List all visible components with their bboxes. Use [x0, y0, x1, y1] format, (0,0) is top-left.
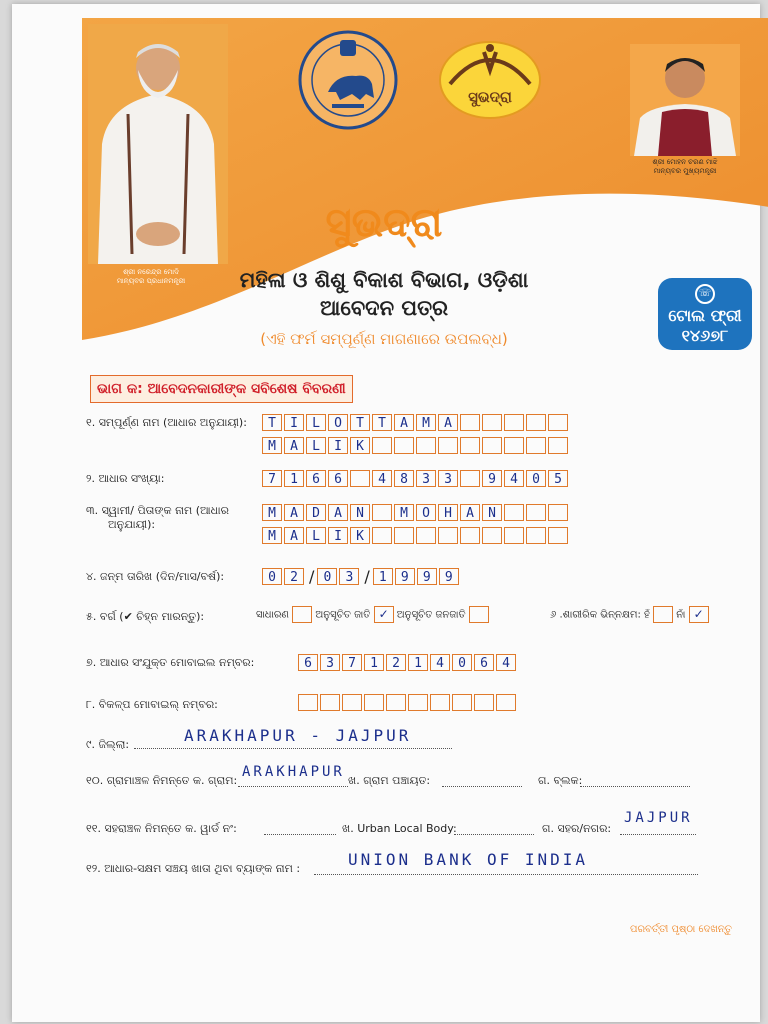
city-label: ଗ. ସହର/ନଗର:	[542, 822, 612, 835]
dob-day-box[interactable]: 2	[284, 568, 304, 585]
name-line-2-box[interactable]	[504, 437, 524, 454]
name-line-1-box[interactable]: T	[262, 414, 282, 431]
father-name-line-2-box[interactable]	[504, 527, 524, 544]
father-name-line-2-box[interactable]: A	[284, 527, 304, 544]
father-name-line-1-box[interactable]	[504, 504, 524, 521]
aadhaar-number[interactable]	[262, 470, 570, 487]
father-name-line-2-box[interactable]: I	[328, 527, 348, 544]
mobile-number-box[interactable]: 0	[452, 654, 472, 671]
father-name-line-2-box[interactable]	[438, 527, 458, 544]
aadhaar-number-box[interactable]: 1	[284, 470, 304, 487]
dob-month	[317, 568, 361, 585]
aadhaar-number-box[interactable]: 8	[394, 470, 414, 487]
alt-mobile-number-box[interactable]	[298, 694, 318, 711]
free-form-note: (ଏହି ଫର୍ମ ସମ୍ପୂର୍ଣ୍ଣ ମାଗଣାରେ ଉପଲବ୍ଧ)	[260, 330, 508, 348]
sc-checkbox[interactable]: ✓	[374, 606, 394, 623]
aadhaar-number-box[interactable]: 0	[526, 470, 546, 487]
aadhaar-number-box[interactable]	[460, 470, 480, 487]
father-name-line-1-box[interactable]: A	[460, 504, 480, 521]
name-line-1[interactable]	[262, 414, 570, 431]
name-line-2-box[interactable]: A	[284, 437, 304, 454]
name-line-2-box[interactable]	[526, 437, 546, 454]
gram-panchayat-line[interactable]	[442, 772, 522, 787]
cm-photo	[630, 44, 740, 156]
father-name-line-2-box[interactable]: K	[350, 527, 370, 544]
name-line-1-box[interactable]	[504, 414, 524, 431]
aadhaar-label: ୨. ଆଧାର ସଂଖ୍ୟା:	[86, 472, 165, 485]
cm-caption: ଶ୍ରୀ ମୋହନ ଚରଣ ମାଝି ମାନ୍ୟବର ମୁଖ୍ୟମନ୍ତ୍ରୀ	[652, 158, 718, 175]
village-value: ARAKHAPUR	[242, 764, 345, 780]
name-line-2-box[interactable]	[438, 437, 458, 454]
name-line-1-box[interactable]	[548, 414, 568, 431]
bank-value: UNION BANK OF INDIA	[348, 850, 589, 869]
district-label: ୯. ଜିଲ୍ଲା:	[86, 738, 130, 751]
name-line-2-box[interactable]	[372, 437, 392, 454]
alt-mobile-number-box[interactable]	[386, 694, 406, 711]
alt-mobile-number-box[interactable]	[496, 694, 516, 711]
name-line-2-box[interactable]	[482, 437, 502, 454]
name-line-2-box[interactable]: K	[350, 437, 370, 454]
mobile-number-box[interactable]: 1	[408, 654, 428, 671]
dob-month-box[interactable]: 3	[339, 568, 359, 585]
father-name-line-2-box[interactable]	[372, 527, 392, 544]
name-line-2-box[interactable]: I	[328, 437, 348, 454]
toll-free-number: ୧୪୬୭୮	[681, 326, 729, 345]
father-name-line-1-box[interactable]: N	[350, 504, 370, 521]
alt-mobile-number-box[interactable]	[452, 694, 472, 711]
phone-icon: ☏	[695, 284, 715, 304]
subhadra-logo-label: ସୁଭଦ୍ରା	[468, 88, 512, 106]
father-name-line-2-box[interactable]: L	[306, 527, 326, 544]
dob-label: ୪. ଜନ୍ମ ତାରିଖ (ଦିନ/ମାସ/ବର୍ଷ):	[86, 570, 225, 583]
name-line-1-box[interactable]	[482, 414, 502, 431]
ulb-label: ଖ. Urban Local Body:	[342, 822, 457, 835]
aadhaar-number-box[interactable]: 6	[328, 470, 348, 487]
father-name-line-1-box[interactable]: M	[262, 504, 282, 521]
mobile-number-box[interactable]: 1	[364, 654, 384, 671]
mobile-number-box[interactable]: 3	[320, 654, 340, 671]
alt-mobile-number-box[interactable]	[364, 694, 384, 711]
disabled-yes-checkbox[interactable]	[653, 606, 673, 623]
name-line-1-box[interactable]: A	[394, 414, 414, 431]
name-line-2-box[interactable]	[416, 437, 436, 454]
name-line-1-box[interactable]: L	[306, 414, 326, 431]
toll-free-badge	[658, 278, 752, 350]
father-name-line-1-box[interactable]	[526, 504, 546, 521]
aadhaar-number-box[interactable]: 6	[306, 470, 326, 487]
father-name-line-2-box[interactable]	[526, 527, 546, 544]
alt-mobile-number-box[interactable]	[408, 694, 428, 711]
pm-caption: ଶ୍ରୀ ନରେନ୍ଦ୍ର ମୋଦି ମାନ୍ୟବର ପ୍ରଧାନମନ୍ତ୍ରୀ	[116, 268, 186, 285]
district-value: ARAKHAPUR - JAJPUR	[184, 726, 412, 745]
alt-mobile-number-box[interactable]	[320, 694, 340, 711]
general-checkbox[interactable]	[292, 606, 312, 623]
dob-year-box[interactable]: 9	[417, 568, 437, 585]
father-name-line-1-box[interactable]: M	[394, 504, 414, 521]
name-line-1-box[interactable]: M	[416, 414, 436, 431]
next-page-note: ପରବର୍ତ୍ତୀ ପୃଷ୍ଠା ଦେଖନ୍ତୁ	[630, 924, 732, 935]
gram-panchayat-label: ଖ. ଗ୍ରାମ ପଞ୍ଚାୟତ:	[348, 774, 431, 787]
name-line-2-box[interactable]	[394, 437, 414, 454]
alt-mobile-label: ୮. ବିକଳ୍ପ ମୋବାଇଲ୍ ନମ୍ବର:	[86, 698, 218, 711]
name-line-1-box[interactable]: I	[284, 414, 304, 431]
form-page	[12, 4, 760, 1022]
alt-mobile-number-box[interactable]	[474, 694, 494, 711]
department-name: ମହିଳା ଓ ଶିଶୁ ବିକାଶ ବିଭାଗ, ଓଡ଼ିଶା	[239, 268, 529, 292]
subhadra-logo-icon	[436, 40, 544, 120]
name-line-2-box[interactable]: L	[306, 437, 326, 454]
name-line-1-box[interactable]: O	[328, 414, 348, 431]
mobile-number-box[interactable]: 4	[496, 654, 516, 671]
form-title: ଆବେଦନ ପତ୍ର	[320, 296, 448, 320]
block-line[interactable]	[580, 772, 690, 787]
name-line-1-box[interactable]: T	[350, 414, 370, 431]
alt-mobile-number-box[interactable]	[342, 694, 362, 711]
father-name-line-1[interactable]	[262, 504, 570, 521]
father-name-line-1-box[interactable]: A	[328, 504, 348, 521]
disabled-no-checkbox[interactable]: ✓	[689, 606, 709, 623]
rural-label: ୧୦. ଗ୍ରାମାଞ୍ଚଳ ନିମନ୍ତେ କ. ଗ୍ରାମ:	[86, 774, 238, 787]
category-options: ସାଧାରଣ ଅନୁସୂଚିତ ଜାତି ✓ ଅନୁସୂଚିତ ଜନଜାତି	[256, 606, 489, 623]
ulb-line[interactable]	[454, 820, 534, 835]
father-name-line-2-box[interactable]	[416, 527, 436, 544]
aadhaar-number-box[interactable]	[350, 470, 370, 487]
mobile-number-box[interactable]: 6	[298, 654, 318, 671]
name-line-1-box[interactable]	[460, 414, 480, 431]
name-line-1-box[interactable]: A	[438, 414, 458, 431]
dob-day-box[interactable]: 0	[262, 568, 282, 585]
mobile-number-box[interactable]: 2	[386, 654, 406, 671]
mobile-number-box[interactable]: 6	[474, 654, 494, 671]
scheme-title: ସୁଭଦ୍ରା	[325, 200, 443, 246]
dob-year	[373, 568, 461, 585]
father-name-line-2-box[interactable]	[394, 527, 414, 544]
father-name-line-2-box[interactable]: M	[262, 527, 282, 544]
aadhaar-number-box[interactable]: 4	[372, 470, 392, 487]
urban-label: ୧୧. ସହରାଞ୍ଚଳ ନିମନ୍ତେ କ. ୱାର୍ଡ ନଂ:	[86, 822, 237, 835]
father-name-line-1-box[interactable]: H	[438, 504, 458, 521]
name-label: ୧. ସମ୍ପୂର୍ଣ୍ଣ ନାମ (ଆଧାର ଅନୁଯାୟୀ):	[86, 416, 247, 429]
father-name-line-1-box[interactable]	[548, 504, 568, 521]
aadhaar-number-box[interactable]: 3	[438, 470, 458, 487]
aadhaar-number-box[interactable]: 5	[548, 470, 568, 487]
name-line-2-box[interactable]: M	[262, 437, 282, 454]
name-line-2-box[interactable]	[460, 437, 480, 454]
aadhaar-number-box[interactable]: 7	[262, 470, 282, 487]
dob-year-box[interactable]: 9	[395, 568, 415, 585]
aadhaar-number-box[interactable]: 4	[504, 470, 524, 487]
father-name-label: ୩. ସ୍ୱାମୀ/ ପିତାଙ୍କ ନାମ (ଆଧାର ଅନୁଯାୟୀ):	[86, 504, 229, 531]
odisha-emblem-icon	[296, 28, 400, 130]
father-name-line-2-box[interactable]	[482, 527, 502, 544]
father-name-line-1-box[interactable]: A	[284, 504, 304, 521]
father-name-line-1-box[interactable]: D	[306, 504, 326, 521]
aadhaar-number-box[interactable]: 3	[416, 470, 436, 487]
disabled-options: ୬ .ଶାରୀରିକ ଭିନ୍ନକ୍ଷମ: ହଁ ନାଁ ✓	[550, 606, 709, 623]
alt-mobile-number[interactable]	[298, 694, 518, 711]
name-line-2-box[interactable]	[548, 437, 568, 454]
mobile-number[interactable]	[298, 654, 518, 671]
toll-free-label: ଟୋଲ ଫ୍ରୀ	[668, 306, 742, 325]
mobile-number-box[interactable]: 4	[430, 654, 450, 671]
mobile-number-box[interactable]: 7	[342, 654, 362, 671]
block-label: ଗ. ବ୍ଲକ:	[538, 774, 583, 787]
mobile-label: ୭. ଆଧାର ସଂଯୁକ୍ତ ମୋବାଇଲ ନମ୍ବର:	[86, 656, 255, 669]
father-name-line-1-box[interactable]	[372, 504, 392, 521]
ward-line[interactable]	[264, 820, 336, 835]
aadhaar-number-box[interactable]: 9	[482, 470, 502, 487]
dob-year-box[interactable]: 9	[439, 568, 459, 585]
dob-year-box[interactable]: 1	[373, 568, 393, 585]
father-name-line-2[interactable]	[262, 527, 570, 544]
st-checkbox[interactable]	[469, 606, 489, 623]
alt-mobile-number-box[interactable]	[430, 694, 450, 711]
dob-field[interactable]: 0 2 / 0 3 / 1 9 9 9	[262, 568, 461, 585]
category-label: ୫. ବର୍ଗ (✔ ଚିହ୍ନ ମାରନ୍ତୁ):	[86, 610, 205, 623]
dob-day	[262, 568, 306, 585]
father-name-line-1-box[interactable]: N	[482, 504, 502, 521]
city-value: JAJPUR	[624, 810, 693, 826]
name-line-1-box[interactable]	[526, 414, 546, 431]
section-a-title: ଭାଗ କ: ଆବେଦନକାରୀଙ୍କ ସବିଶେଷ ବିବରଣୀ	[90, 375, 353, 403]
bank-label: ୧୨. ଆଧାର-ସକ୍ଷମ ସଞ୍ଚୟ ଖାତା ଥିବା ବ୍ୟାଙ୍କ ନାମ :	[86, 862, 301, 875]
dob-month-box[interactable]: 0	[317, 568, 337, 585]
name-line-2[interactable]	[262, 437, 570, 454]
father-name-line-2-box[interactable]	[548, 527, 568, 544]
father-name-line-2-box[interactable]	[460, 527, 480, 544]
father-name-line-1-box[interactable]: O	[416, 504, 436, 521]
name-line-1-box[interactable]: T	[372, 414, 392, 431]
